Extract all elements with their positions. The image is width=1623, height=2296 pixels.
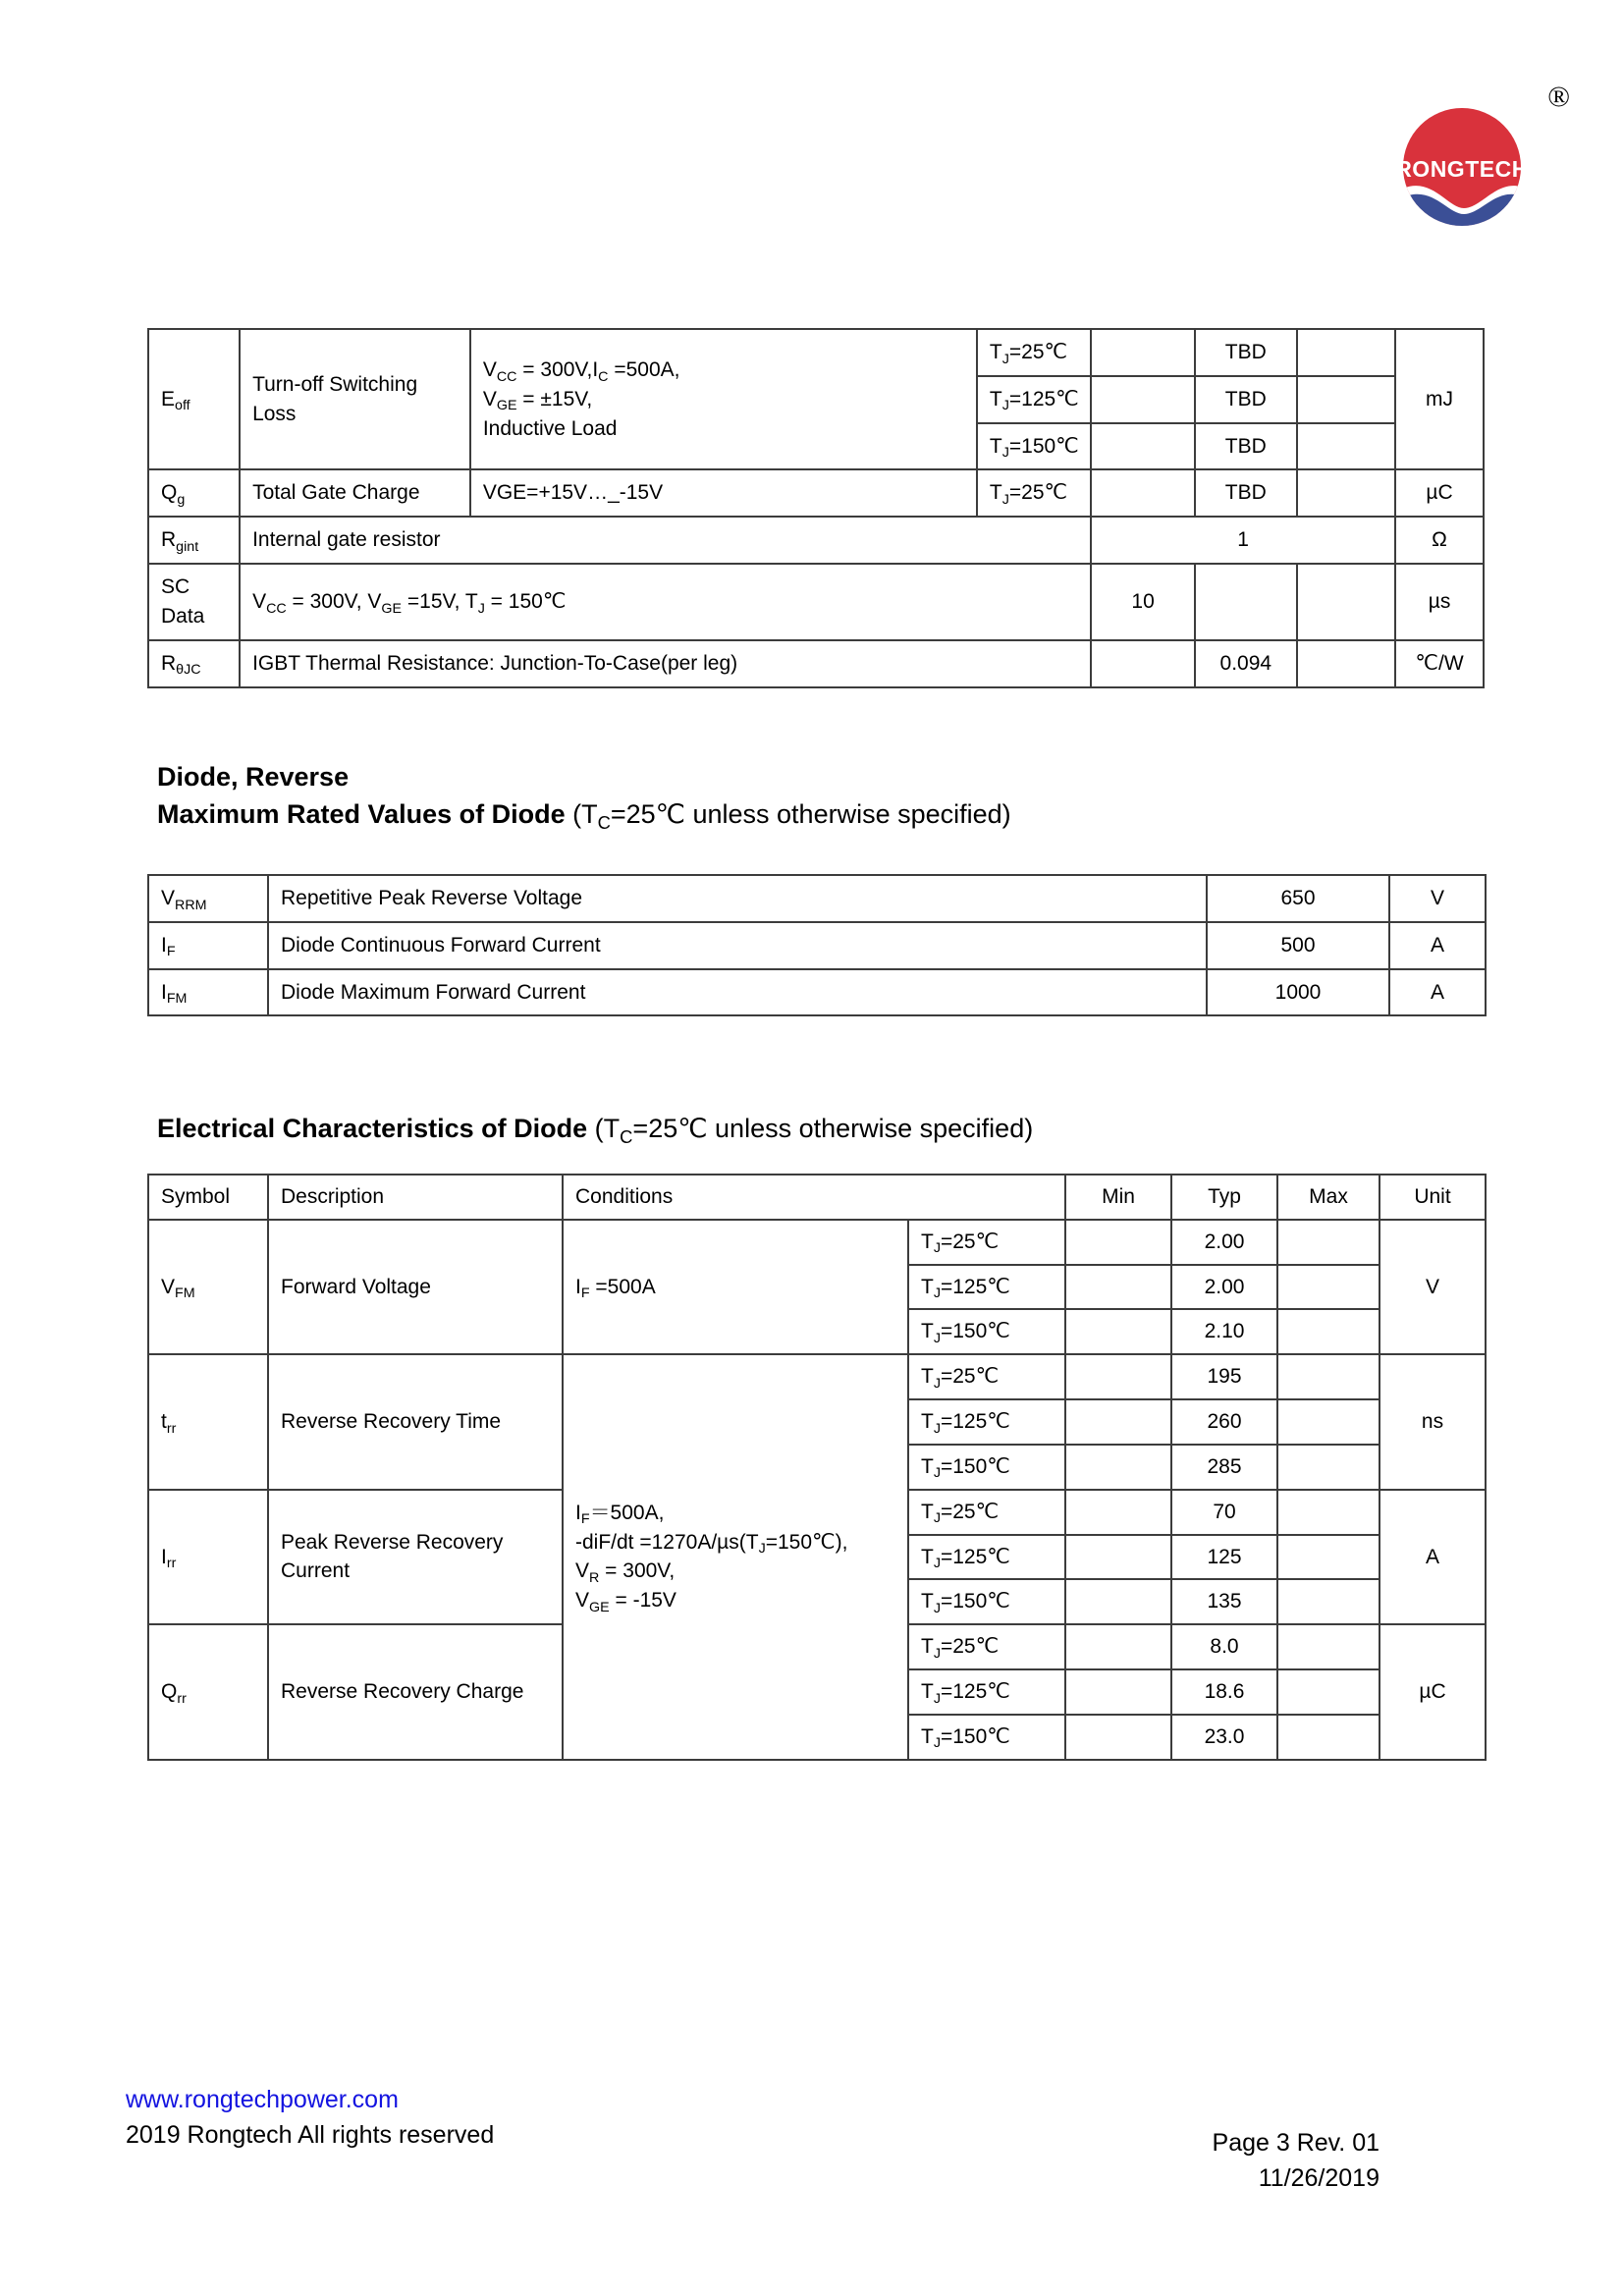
symbol-subscript: rr bbox=[177, 1690, 187, 1707]
cell-unit: A bbox=[1389, 969, 1486, 1016]
cell-test-temp bbox=[908, 1309, 1065, 1354]
temp-value: =125℃ bbox=[940, 1275, 1010, 1298]
cell-max bbox=[1277, 1354, 1380, 1399]
cell-description-eoff: Turn-off Switching Loss bbox=[240, 329, 470, 469]
header-unit: Unit bbox=[1380, 1175, 1486, 1220]
temp-sub: J bbox=[933, 1556, 941, 1572]
symbol-subscript: g bbox=[177, 492, 186, 508]
cell-test-temp bbox=[908, 1715, 1065, 1760]
cell-max bbox=[1297, 564, 1395, 640]
cell-symbol-ifm bbox=[148, 969, 268, 1016]
symbol-subscript: FM bbox=[175, 1285, 195, 1302]
cell-conditions-vfm bbox=[563, 1220, 908, 1354]
cell-test-temp bbox=[908, 1579, 1065, 1624]
cell-value: 650 bbox=[1207, 875, 1389, 922]
temp-sub: J bbox=[933, 1645, 941, 1662]
cell-unit-qrr: µC bbox=[1380, 1624, 1486, 1759]
symbol-subscript: off bbox=[175, 398, 190, 414]
header-min: Min bbox=[1065, 1175, 1171, 1220]
sc-v-sub: CC bbox=[266, 600, 287, 617]
cell-max bbox=[1297, 640, 1395, 687]
sc-tj-sub: J bbox=[477, 600, 485, 617]
cell-unit-rthjc: ℃/W bbox=[1395, 640, 1484, 687]
company-logo bbox=[1376, 81, 1570, 234]
heading-paren-rest: =25℃ unless otherwise specified) bbox=[610, 799, 1011, 829]
temp-t: T bbox=[921, 1545, 934, 1568]
cell-typ: TBD bbox=[1195, 469, 1297, 517]
section-heading-max-rated-values bbox=[157, 795, 1011, 833]
temp-t: T bbox=[989, 434, 1002, 458]
sc-v: V bbox=[252, 589, 267, 613]
cell-typ: 8.0 bbox=[1171, 1624, 1277, 1669]
cell-test-temp bbox=[977, 376, 1091, 423]
cell-min bbox=[1091, 640, 1195, 687]
cell-test-temp bbox=[908, 1265, 1065, 1310]
description-line-2: Current bbox=[281, 1559, 351, 1583]
temp-value: =125℃ bbox=[940, 1545, 1010, 1568]
cell-typ: 125 bbox=[1171, 1535, 1277, 1580]
symbol-subscript: θJC bbox=[176, 662, 201, 679]
cell-description-qrr: Reverse Recovery Charge bbox=[268, 1624, 563, 1759]
description-line-1: Peak Reverse Recovery bbox=[281, 1530, 504, 1554]
temp-t: T bbox=[921, 1320, 934, 1343]
cell-test-temp bbox=[908, 1354, 1065, 1399]
temp-sub: J bbox=[933, 1285, 941, 1302]
cell-typ: 0.094 bbox=[1195, 640, 1297, 687]
shared-cond-line-1 bbox=[575, 1499, 895, 1528]
cond-v: V bbox=[482, 358, 497, 381]
cell-symbol-eoff bbox=[148, 329, 240, 469]
sc-vge-sub: GE bbox=[381, 600, 403, 617]
temp-value: =150℃ bbox=[940, 1590, 1010, 1613]
temp-value: =125℃ bbox=[940, 1410, 1010, 1434]
cond-i: I bbox=[575, 1275, 581, 1298]
cell-typ: TBD bbox=[1195, 423, 1297, 470]
cell-typ: 195 bbox=[1171, 1354, 1277, 1399]
cell-conditions-sc-data bbox=[240, 564, 1091, 640]
sc-vr-sub: R bbox=[589, 1569, 600, 1586]
cell-description-trr: Reverse Recovery Time bbox=[268, 1354, 563, 1489]
cell-max bbox=[1277, 1715, 1380, 1760]
cell-typ: 18.6 bbox=[1171, 1669, 1277, 1715]
cell-unit-irr: A bbox=[1380, 1490, 1486, 1624]
conditions-line-2 bbox=[483, 385, 964, 414]
cell-max bbox=[1277, 1399, 1380, 1445]
temp-value: =25℃ bbox=[940, 1230, 1000, 1253]
temp-t: T bbox=[921, 1410, 934, 1434]
symbol-base: I bbox=[161, 980, 167, 1004]
cell-description: Diode Maximum Forward Current bbox=[268, 969, 1207, 1016]
cond-end: =500A, bbox=[608, 358, 680, 381]
cell-unit-eoff: mJ bbox=[1395, 329, 1484, 469]
conditions-line-1 bbox=[483, 355, 964, 385]
shared-cond-line-3 bbox=[575, 1557, 895, 1586]
temp-sub: J bbox=[933, 1735, 941, 1752]
document-date-text: 11/26/2019 bbox=[1258, 2164, 1380, 2192]
sc-tj-sub: J bbox=[758, 1541, 766, 1558]
temp-t: T bbox=[921, 1275, 934, 1298]
temp-t: T bbox=[921, 1500, 934, 1523]
symbol-subscript: FM bbox=[166, 991, 188, 1008]
header-conditions: Conditions bbox=[563, 1175, 1065, 1220]
cell-value: 1000 bbox=[1207, 969, 1389, 1016]
cell-description-rgint: Internal gate resistor bbox=[240, 517, 1091, 564]
cell-typ: 135 bbox=[1171, 1579, 1277, 1624]
symbol-base: V bbox=[161, 887, 176, 909]
sc-mid1: = 300V, V bbox=[286, 589, 382, 613]
cell-max bbox=[1277, 1669, 1380, 1715]
cell-min bbox=[1065, 1624, 1171, 1669]
temp-sub: J bbox=[1001, 351, 1009, 367]
cell-conditions-shared bbox=[563, 1354, 908, 1759]
sc-dif: -diF/dt =1270A/µs(T bbox=[575, 1530, 759, 1554]
temp-sub: J bbox=[933, 1600, 941, 1616]
symbol-subscript: rr bbox=[166, 1556, 177, 1572]
cell-unit-qg: µC bbox=[1395, 469, 1484, 517]
temp-sub: J bbox=[933, 1510, 941, 1527]
cell-symbol-qrr bbox=[148, 1624, 268, 1759]
cell-unit-rgint: Ω bbox=[1395, 517, 1484, 564]
cell-min bbox=[1065, 1490, 1171, 1535]
cell-max bbox=[1277, 1265, 1380, 1310]
table-row bbox=[148, 469, 1484, 517]
cell-symbol-qg bbox=[148, 469, 240, 517]
cell-value-rgint: 1 bbox=[1091, 517, 1395, 564]
temp-value: =25℃ bbox=[940, 1365, 1000, 1389]
company-website-link[interactable]: www.rongtechpower.com bbox=[126, 2086, 399, 2113]
cell-typ: TBD bbox=[1195, 376, 1297, 423]
cell-min bbox=[1065, 1669, 1171, 1715]
cell-symbol-vrrm bbox=[148, 875, 268, 922]
cell-min bbox=[1091, 423, 1195, 470]
cond-mid: = 300V,I bbox=[516, 358, 599, 381]
cell-test-temp bbox=[977, 423, 1091, 470]
heading-tc-sub: C bbox=[597, 811, 611, 833]
sc-i-sub: F bbox=[580, 1511, 590, 1528]
cell-typ: TBD bbox=[1195, 329, 1297, 376]
symbol-base: Q bbox=[161, 1679, 178, 1703]
cell-min bbox=[1065, 1220, 1171, 1265]
footer-right-block bbox=[1213, 2125, 1380, 2196]
sc-mid2: =15V, T bbox=[402, 589, 478, 613]
cell-symbol-rthjc bbox=[148, 640, 240, 687]
cell-typ: 2.10 bbox=[1171, 1309, 1277, 1354]
cell-description-qg: Total Gate Charge bbox=[240, 469, 470, 517]
cell-min: 10 bbox=[1091, 564, 1195, 640]
heading-paren-open: (T bbox=[572, 799, 598, 829]
cell-min bbox=[1065, 1309, 1171, 1354]
symbol-base: I bbox=[161, 1545, 167, 1568]
temp-t: T bbox=[921, 1454, 934, 1478]
diode-electrical-characteristics-table bbox=[147, 1174, 1487, 1761]
sc-vge-sub: GE bbox=[589, 1599, 610, 1615]
cell-description: Diode Continuous Forward Current bbox=[268, 922, 1207, 969]
cell-min bbox=[1065, 1535, 1171, 1580]
cell-unit-sc-data: µs bbox=[1395, 564, 1484, 640]
cell-test-temp bbox=[908, 1220, 1065, 1265]
section-heading-diode-reverse: Diode, Reverse bbox=[157, 762, 350, 792]
table-row bbox=[148, 517, 1484, 564]
temp-value: =25℃ bbox=[940, 1500, 1000, 1523]
cell-value: 500 bbox=[1207, 922, 1389, 969]
temp-sub: J bbox=[933, 1420, 941, 1437]
temp-t: T bbox=[921, 1590, 934, 1613]
page-footer bbox=[0, 2082, 1623, 2219]
symbol-base: t bbox=[161, 1410, 167, 1434]
temp-sub: J bbox=[1001, 398, 1009, 414]
temp-value: =25℃ bbox=[1008, 341, 1068, 363]
header-max: Max bbox=[1277, 1175, 1380, 1220]
heading-bold-part: Electrical Characteristics of Diode bbox=[157, 1114, 595, 1143]
temp-sub: J bbox=[933, 1690, 941, 1707]
symbol-subscript: rr bbox=[166, 1420, 177, 1437]
sc-vr-rest: = 300V, bbox=[599, 1559, 676, 1583]
cell-max bbox=[1297, 376, 1395, 423]
heading-tc-sub: C bbox=[620, 1125, 633, 1147]
temp-t: T bbox=[921, 1635, 934, 1659]
sc-dif-rest: =150℃), bbox=[765, 1530, 848, 1554]
temp-sub: J bbox=[1001, 492, 1009, 508]
cell-max bbox=[1277, 1624, 1380, 1669]
cell-test-temp bbox=[908, 1669, 1065, 1715]
cond2-sub: GE bbox=[496, 398, 517, 414]
header-description: Description bbox=[268, 1175, 563, 1220]
cell-symbol-trr bbox=[148, 1354, 268, 1489]
cell-typ: 2.00 bbox=[1171, 1265, 1277, 1310]
cell-min bbox=[1065, 1354, 1171, 1399]
cell-min bbox=[1065, 1715, 1171, 1760]
table-row bbox=[148, 969, 1486, 1016]
temp-sub: J bbox=[1001, 445, 1009, 462]
table-row bbox=[148, 875, 1486, 922]
cell-symbol-rgint bbox=[148, 517, 240, 564]
heading-paren-rest: =25℃ unless otherwise specified) bbox=[632, 1114, 1034, 1143]
section-heading-electrical-characteristics bbox=[157, 1110, 1033, 1147]
cell-unit: A bbox=[1389, 922, 1486, 969]
temp-value: =150℃ bbox=[1008, 434, 1079, 458]
cell-symbol-vfm bbox=[148, 1220, 268, 1354]
table-header-row bbox=[148, 1175, 1486, 1220]
sc-i-rest: ＝500A, bbox=[589, 1501, 665, 1524]
cell-typ: 260 bbox=[1171, 1399, 1277, 1445]
table-row bbox=[148, 1354, 1486, 1399]
sc-vge-rest: = -15V bbox=[609, 1589, 676, 1613]
cell-typ bbox=[1195, 564, 1297, 640]
igbt-switching-characteristics-table bbox=[147, 328, 1485, 688]
symbol-base: Q bbox=[161, 481, 178, 505]
cond2-v: V bbox=[482, 387, 497, 410]
symbol-base: I bbox=[161, 933, 167, 957]
temp-sub: J bbox=[933, 1240, 941, 1257]
symbol-base: E bbox=[161, 387, 176, 410]
cell-test-temp bbox=[977, 329, 1091, 376]
table-row bbox=[148, 329, 1484, 376]
temp-t: T bbox=[921, 1724, 934, 1748]
symbol-subscript: RRM bbox=[175, 897, 207, 913]
heading-paren-open: (T bbox=[594, 1114, 621, 1143]
temp-value: =125℃ bbox=[940, 1679, 1010, 1703]
cond-rest: =500A bbox=[589, 1275, 656, 1298]
temp-value: =150℃ bbox=[940, 1320, 1010, 1343]
sc-end: = 150℃ bbox=[484, 589, 567, 613]
temp-value: =125℃ bbox=[1008, 387, 1079, 410]
cell-conditions-eoff bbox=[470, 329, 977, 469]
sc-vge: V bbox=[575, 1589, 590, 1613]
cell-test-temp bbox=[908, 1399, 1065, 1445]
table-row bbox=[148, 1220, 1486, 1265]
cell-max bbox=[1277, 1309, 1380, 1354]
cell-max bbox=[1297, 329, 1395, 376]
cell-min bbox=[1065, 1399, 1171, 1445]
cell-test-temp bbox=[908, 1535, 1065, 1580]
cell-max bbox=[1277, 1220, 1380, 1265]
footer-left-block bbox=[126, 2082, 494, 2153]
cond-i-sub: F bbox=[580, 1285, 590, 1302]
conditions-line-3: Inductive Load bbox=[482, 416, 618, 440]
symbol-subscript: F bbox=[166, 944, 176, 960]
table-row bbox=[148, 922, 1486, 969]
shared-cond-line-4 bbox=[575, 1586, 895, 1615]
cell-test-temp bbox=[908, 1624, 1065, 1669]
temp-value: =150℃ bbox=[940, 1724, 1010, 1748]
temp-value: =25℃ bbox=[940, 1635, 1000, 1659]
cell-symbol-sc-data: SC Data bbox=[148, 564, 240, 640]
temp-t: T bbox=[989, 387, 1002, 410]
cell-unit-trr: ns bbox=[1380, 1354, 1486, 1489]
table-row bbox=[148, 564, 1484, 640]
cell-min bbox=[1091, 376, 1195, 423]
temp-t: T bbox=[921, 1679, 934, 1703]
heading-bold-part: Maximum Rated Values of Diode bbox=[157, 799, 573, 829]
cell-symbol-if bbox=[148, 922, 268, 969]
cell-unit: V bbox=[1389, 875, 1486, 922]
rongtech-logo-graphic bbox=[1376, 106, 1562, 234]
cell-description-vfm: Forward Voltage bbox=[268, 1220, 563, 1354]
temp-t: T bbox=[989, 481, 1002, 505]
symbol-base: R bbox=[161, 651, 177, 675]
cell-test-temp bbox=[908, 1445, 1065, 1490]
cond-i-sub: C bbox=[598, 368, 609, 385]
temp-t: T bbox=[921, 1230, 934, 1253]
shared-cond-line-2 bbox=[575, 1528, 895, 1558]
temp-t: T bbox=[989, 341, 1002, 363]
cell-max bbox=[1277, 1490, 1380, 1535]
temp-sub: J bbox=[933, 1331, 941, 1346]
cell-max bbox=[1297, 423, 1395, 470]
copyright-text: 2019 Rongtech All rights reserved bbox=[126, 2121, 495, 2149]
temp-value: =150℃ bbox=[940, 1454, 1010, 1478]
cell-min bbox=[1065, 1445, 1171, 1490]
temp-t: T bbox=[921, 1365, 934, 1389]
page-revision-text: Page 3 Rev. 01 bbox=[1212, 2129, 1380, 2157]
cell-max bbox=[1277, 1445, 1380, 1490]
cell-typ: 285 bbox=[1171, 1445, 1277, 1490]
cell-min bbox=[1065, 1579, 1171, 1624]
logo-brand-text: RONGTECH bbox=[1395, 156, 1529, 182]
cell-symbol-irr bbox=[148, 1490, 268, 1624]
cell-unit-vfm: V bbox=[1380, 1220, 1486, 1354]
symbol-base: V bbox=[161, 1275, 176, 1298]
cell-typ: 70 bbox=[1171, 1490, 1277, 1535]
header-symbol: Symbol bbox=[148, 1175, 268, 1220]
registered-trademark-icon: ® bbox=[1547, 81, 1570, 113]
header-typ: Typ bbox=[1171, 1175, 1277, 1220]
symbol-subscript: gint bbox=[176, 538, 199, 555]
cell-min bbox=[1091, 329, 1195, 376]
cell-test-temp bbox=[977, 469, 1091, 517]
cell-min bbox=[1065, 1265, 1171, 1310]
temp-sub: J bbox=[933, 1465, 941, 1482]
cell-description-rthjc: IGBT Thermal Resistance: Junction-To-Case(per leg) bbox=[240, 640, 1091, 687]
symbol-base: R bbox=[161, 528, 177, 552]
cell-test-temp bbox=[908, 1490, 1065, 1535]
sc-vr: V bbox=[575, 1559, 590, 1583]
temp-value: =25℃ bbox=[1008, 481, 1068, 505]
temp-sub: J bbox=[933, 1375, 941, 1392]
cell-description-irr bbox=[268, 1490, 563, 1624]
diode-maximum-rated-values-table bbox=[147, 874, 1487, 1016]
cell-typ: 2.00 bbox=[1171, 1220, 1277, 1265]
cell-typ: 23.0 bbox=[1171, 1715, 1277, 1760]
cell-description: Repetitive Peak Reverse Voltage bbox=[268, 875, 1207, 922]
cell-conditions-qg: VGE=+15V…_-15V bbox=[470, 469, 977, 517]
cell-max bbox=[1277, 1579, 1380, 1624]
cell-max bbox=[1297, 469, 1395, 517]
table-row bbox=[148, 640, 1484, 687]
cond-v-sub: CC bbox=[496, 368, 517, 385]
cell-min bbox=[1091, 469, 1195, 517]
sc-i: I bbox=[575, 1501, 581, 1524]
cond2-end: = ±15V, bbox=[516, 387, 593, 410]
cell-max bbox=[1277, 1535, 1380, 1580]
